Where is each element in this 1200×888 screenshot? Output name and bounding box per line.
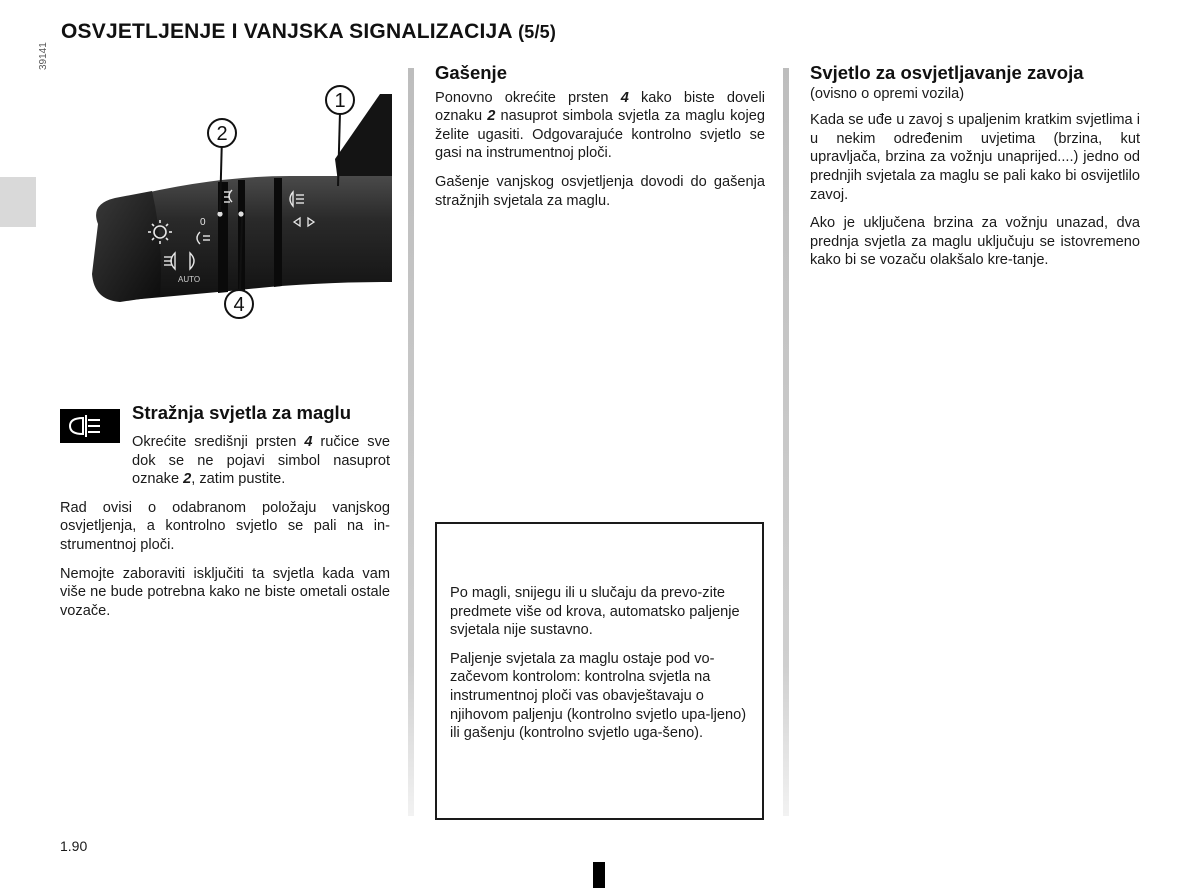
off-mark: 0 <box>200 217 206 228</box>
rear-fog-heading: Stražnja svjetla za maglu <box>132 402 352 423</box>
callout-4 <box>225 290 253 318</box>
switching-off-heading: Gašenje <box>435 62 507 83</box>
rear-fog-para-2: Rad ovisi o odabranom položaju vanjskog osvjetljenja, a kontrolno svjetlo se pali na in-strumentnoj ploči. <box>60 499 390 553</box>
cornering-light-para-2: Ako je uključena brzina za vožnju unazad, dva prednja svjetla za maglu uključuju se istovremeno kako bi se vozaču olakšalo kre-tanje. <box>810 215 1140 269</box>
page-edge-mark <box>593 862 605 888</box>
light-stalk-illustration <box>60 64 392 394</box>
callout-2 <box>208 119 236 147</box>
column-divider-right <box>783 68 789 816</box>
fog-warning-para-1: Po magli, snijegu ili u slučaju da prevo-zite predmete više od krova, automatsko paljenje svjetala nije sustavno. <box>450 585 740 639</box>
section-tab <box>0 177 36 227</box>
auto-mark: AUTO <box>178 275 201 284</box>
page-title-main: OSVJETLJENJE I VANJSKA SIGNALIZACIJA <box>61 20 513 43</box>
fog-warning-box <box>435 522 764 820</box>
fog-warning-para-2: Paljenje svjetala za maglu ostaje pod vo-začevom kontrolom: kontrolna svjetla na instrumentnoj ploči vas obavještavaju o njihovom paljenju (kontrolno svjetlo upa-ljeno) ili gašenju (kontrolno svjetlo uga-šeno). <box>450 650 747 742</box>
page-title-suffix: (5/5) <box>518 22 557 42</box>
column-divider-left <box>408 68 414 816</box>
rear-fog-para-1: Okrećite središnji prsten 4 ručice sve dok se ne pojavi simbol nasuprot oznake 2, zatim pustite. <box>132 434 390 488</box>
figure-id: 39141 <box>38 42 49 70</box>
cornering-light-heading: Svjetlo za osvjetljavanje zavoja <box>810 62 1084 83</box>
svg-text:4: 4 <box>233 294 245 316</box>
page-number: 1.90 <box>60 838 88 854</box>
switching-off-para-1: Ponovno okrećite prsten 4 kako biste doveli oznaku 2 nasuprot simbola svjetla za maglu kojeg želite ugasiti. Odgovarajuće kontrolno svjetlo se gasi na instrumentnoj ploči. <box>435 89 766 162</box>
cornering-light-note: (ovisno o opremi vozila) <box>810 85 965 102</box>
page-title <box>61 20 556 44</box>
callout-1 <box>326 86 354 114</box>
rear-fog-para-3: Nemojte zaboraviti isključiti ta svjetla kada vam više ne bude potrebna kako ne biste ometali ostale vozače. <box>60 565 390 619</box>
switching-off-para-2: Gašenje vanjskog osvjetljenja dovodi do gašenja stražnjih svjetala za maglu. <box>435 173 765 209</box>
cornering-light-para-1: Kada se uđe u zavoj s upaljenim kratkim svjetlima i u nekim određenim uvjetima (brzina, kut upravljača, brzina za vožnju unaprijed....) jedno od prednjih svjetala za maglu se pali kako bi osvijetlilo zavoj. <box>810 112 1140 203</box>
svg-text:2: 2 <box>216 123 228 145</box>
rear-fog-section <box>60 433 390 630</box>
switching-off-section <box>435 64 765 220</box>
cornering-light-section <box>810 64 1140 280</box>
svg-text:1: 1 <box>334 90 346 112</box>
